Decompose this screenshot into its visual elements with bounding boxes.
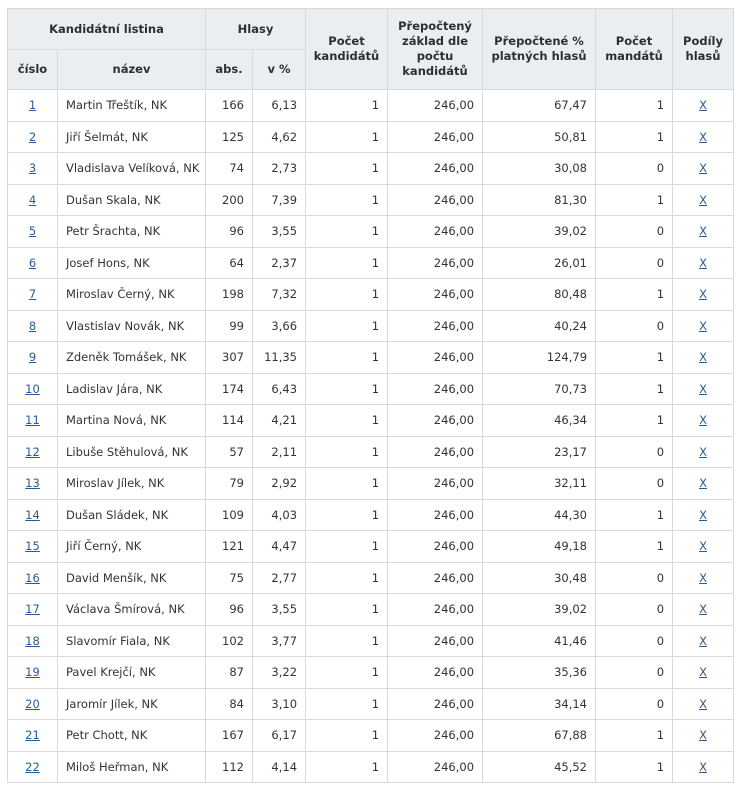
cell-cislo	[8, 720, 58, 752]
recalc-pct: 35,36	[483, 657, 596, 689]
party-name: Jiří Černý, NK	[58, 531, 206, 563]
party-name: Dušan Skala, NK	[58, 184, 206, 216]
cell-podily	[673, 90, 734, 122]
recalc-base: 246,00	[388, 121, 483, 153]
party-number-link[interactable]: 5	[28, 224, 37, 239]
mandate-count: 1	[596, 531, 673, 563]
table-row	[8, 531, 734, 563]
mandate-count: 0	[596, 468, 673, 500]
candidate-count: 1	[306, 373, 388, 405]
votes-abs: 64	[206, 247, 253, 279]
mandate-count: 0	[596, 688, 673, 720]
party-name: David Menšík, NK	[58, 562, 206, 594]
recalc-base: 246,00	[388, 310, 483, 342]
party-number-link[interactable]: 12	[25, 444, 40, 459]
vote-shares-link[interactable]: X	[699, 224, 707, 239]
mandate-count: 0	[596, 310, 673, 342]
votes-pct: 3,77	[253, 625, 306, 657]
cell-podily	[673, 720, 734, 752]
mandate-count: 0	[596, 625, 673, 657]
cell-podily	[673, 531, 734, 563]
party-name: Jaromír Jílek, NK	[58, 688, 206, 720]
party-name: Vlastislav Novák, NK	[58, 310, 206, 342]
recalc-base: 246,00	[388, 342, 483, 374]
vote-shares-link[interactable]: X	[699, 255, 707, 270]
votes-pct: 3,22	[253, 657, 306, 689]
candidate-count: 1	[306, 436, 388, 468]
mandate-count: 0	[596, 247, 673, 279]
votes-abs: 307	[206, 342, 253, 374]
votes-pct: 6,17	[253, 720, 306, 752]
votes-abs: 198	[206, 279, 253, 311]
party-name: Pavel Krejčí, NK	[58, 657, 206, 689]
votes-pct: 11,35	[253, 342, 306, 374]
recalc-pct: 30,48	[483, 562, 596, 594]
recalc-pct: 40,24	[483, 310, 596, 342]
cell-podily	[673, 625, 734, 657]
cell-podily	[673, 247, 734, 279]
votes-pct: 4,03	[253, 499, 306, 531]
recalc-base: 246,00	[388, 90, 483, 122]
mandate-count: 1	[596, 184, 673, 216]
votes-abs: 102	[206, 625, 253, 657]
cell-cislo	[8, 184, 58, 216]
recalc-base: 246,00	[388, 468, 483, 500]
party-name: Petr Šrachta, NK	[58, 216, 206, 248]
recalc-pct: 23,17	[483, 436, 596, 468]
table-row	[8, 751, 734, 783]
votes-abs: 200	[206, 184, 253, 216]
mandate-count: 1	[596, 342, 673, 374]
cell-cislo	[8, 279, 58, 311]
recalc-base: 246,00	[388, 688, 483, 720]
vote-shares-link[interactable]: X	[699, 350, 707, 365]
header-prepoctene-procento: Přepočtené % platných hlasů	[483, 9, 596, 90]
recalc-base: 246,00	[388, 531, 483, 563]
party-name: Libuše Stěhulová, NK	[58, 436, 206, 468]
mandate-count: 0	[596, 594, 673, 626]
party-number-link[interactable]: 20	[25, 696, 40, 711]
votes-abs: 112	[206, 751, 253, 783]
votes-abs: 74	[206, 153, 253, 185]
mandate-count: 1	[596, 90, 673, 122]
votes-abs: 109	[206, 499, 253, 531]
votes-pct: 4,21	[253, 405, 306, 437]
votes-pct: 3,55	[253, 594, 306, 626]
recalc-pct: 49,18	[483, 531, 596, 563]
recalc-base: 246,00	[388, 594, 483, 626]
vote-shares-link[interactable]: X	[699, 444, 707, 459]
recalc-base: 246,00	[388, 499, 483, 531]
table-body	[8, 90, 734, 783]
vote-shares-link[interactable]: X	[699, 318, 707, 333]
recalc-base: 246,00	[388, 216, 483, 248]
table-row	[8, 720, 734, 752]
table-row	[8, 625, 734, 657]
party-number-link[interactable]: 13	[25, 476, 40, 491]
recalc-pct: 81,30	[483, 184, 596, 216]
cell-cislo	[8, 531, 58, 563]
mandate-count: 1	[596, 405, 673, 437]
votes-abs: 166	[206, 90, 253, 122]
votes-abs: 96	[206, 594, 253, 626]
party-number-link[interactable]: 16	[25, 570, 40, 585]
cell-podily	[673, 310, 734, 342]
vote-shares-link[interactable]: X	[699, 602, 707, 617]
cell-podily	[673, 405, 734, 437]
candidate-count: 1	[306, 342, 388, 374]
candidate-count: 1	[306, 310, 388, 342]
mandate-count: 0	[596, 153, 673, 185]
votes-abs: 57	[206, 436, 253, 468]
cell-cislo	[8, 499, 58, 531]
votes-abs: 125	[206, 121, 253, 153]
vote-shares-link[interactable]: X	[699, 192, 707, 207]
table-row	[8, 405, 734, 437]
votes-pct: 2,37	[253, 247, 306, 279]
votes-abs: 121	[206, 531, 253, 563]
candidate-count: 1	[306, 625, 388, 657]
candidate-count: 1	[306, 247, 388, 279]
table-row	[8, 562, 734, 594]
votes-pct: 3,10	[253, 688, 306, 720]
candidate-count: 1	[306, 279, 388, 311]
table-row	[8, 373, 734, 405]
candidate-count: 1	[306, 688, 388, 720]
mandate-count: 1	[596, 373, 673, 405]
table-row	[8, 468, 734, 500]
cell-podily	[673, 657, 734, 689]
recalc-base: 246,00	[388, 657, 483, 689]
party-number-link[interactable]: 10	[25, 381, 40, 396]
recalc-pct: 67,47	[483, 90, 596, 122]
cell-cislo	[8, 153, 58, 185]
candidate-count: 1	[306, 499, 388, 531]
cell-cislo	[8, 562, 58, 594]
candidate-count: 1	[306, 531, 388, 563]
votes-abs: 84	[206, 688, 253, 720]
table-row	[8, 121, 734, 153]
mandate-count: 0	[596, 562, 673, 594]
votes-pct: 4,62	[253, 121, 306, 153]
party-number-link[interactable]: 15	[25, 539, 40, 554]
cell-cislo	[8, 90, 58, 122]
party-number-link[interactable]: 19	[25, 665, 40, 680]
header-v-procentech: v %	[253, 50, 306, 90]
cell-cislo	[8, 121, 58, 153]
party-number-link[interactable]: 1	[28, 98, 37, 113]
cell-podily	[673, 688, 734, 720]
votes-pct: 2,73	[253, 153, 306, 185]
cell-cislo	[8, 405, 58, 437]
recalc-base: 246,00	[388, 153, 483, 185]
votes-abs: 167	[206, 720, 253, 752]
recalc-base: 246,00	[388, 720, 483, 752]
vote-shares-link[interactable]: X	[699, 507, 707, 522]
vote-shares-link[interactable]: X	[699, 570, 707, 585]
party-number-link[interactable]: 2	[28, 129, 37, 144]
cell-cislo	[8, 216, 58, 248]
votes-pct: 2,92	[253, 468, 306, 500]
party-name: Miroslav Černý, NK	[58, 279, 206, 311]
mandate-count: 0	[596, 216, 673, 248]
votes-abs: 87	[206, 657, 253, 689]
candidate-count: 1	[306, 594, 388, 626]
cell-cislo	[8, 594, 58, 626]
party-name: Miloš Heřman, NK	[58, 751, 206, 783]
table-row	[8, 342, 734, 374]
candidate-count: 1	[306, 751, 388, 783]
header-abs: abs.	[206, 50, 253, 90]
table-row	[8, 216, 734, 248]
party-name: Josef Hons, NK	[58, 247, 206, 279]
mandate-count: 1	[596, 121, 673, 153]
recalc-pct: 70,73	[483, 373, 596, 405]
party-number-link[interactable]: 11	[25, 413, 40, 428]
recalc-base: 246,00	[388, 405, 483, 437]
table-row	[8, 594, 734, 626]
recalc-pct: 30,08	[483, 153, 596, 185]
header-podily-hlasu: Podíly hlasů	[673, 9, 734, 90]
party-number-link[interactable]: 6	[28, 255, 37, 270]
vote-shares-link[interactable]: X	[699, 161, 707, 176]
mandate-count: 1	[596, 499, 673, 531]
vote-shares-link[interactable]: X	[699, 381, 707, 396]
party-number-link[interactable]: 4	[28, 192, 37, 207]
cell-cislo	[8, 625, 58, 657]
votes-pct: 2,11	[253, 436, 306, 468]
votes-pct: 3,66	[253, 310, 306, 342]
table-row	[8, 247, 734, 279]
recalc-pct: 32,11	[483, 468, 596, 500]
candidate-count: 1	[306, 468, 388, 500]
header-nazev: název	[58, 50, 206, 90]
cell-cislo	[8, 247, 58, 279]
recalc-pct: 46,34	[483, 405, 596, 437]
candidate-count: 1	[306, 216, 388, 248]
votes-abs: 75	[206, 562, 253, 594]
candidate-count: 1	[306, 184, 388, 216]
votes-pct: 4,14	[253, 751, 306, 783]
party-name: Miroslav Jílek, NK	[58, 468, 206, 500]
party-number-link[interactable]: 9	[28, 350, 37, 365]
header-kandidatni-listina: Kandidátní listina	[8, 9, 206, 50]
party-name: Petr Chott, NK	[58, 720, 206, 752]
header-prepocteny-zaklad: Přepočtený základ dle počtu kandidátů	[388, 9, 483, 90]
cell-podily	[673, 342, 734, 374]
table-row	[8, 310, 734, 342]
vote-shares-link[interactable]: X	[699, 98, 707, 113]
header-pocet-kandidatu: Počet kandidátů	[306, 9, 388, 90]
recalc-pct: 67,88	[483, 720, 596, 752]
vote-shares-link[interactable]: X	[699, 476, 707, 491]
cell-cislo	[8, 751, 58, 783]
party-name: Slavomír Fiala, NK	[58, 625, 206, 657]
vote-shares-link[interactable]: X	[699, 287, 707, 302]
recalc-base: 246,00	[388, 436, 483, 468]
table-row	[8, 279, 734, 311]
party-number-link[interactable]: 18	[25, 633, 40, 648]
mandate-count: 0	[596, 436, 673, 468]
votes-abs: 114	[206, 405, 253, 437]
cell-podily	[673, 373, 734, 405]
mandate-count: 0	[596, 657, 673, 689]
table-row	[8, 153, 734, 185]
table-row	[8, 499, 734, 531]
header-pocet-mandatu: Počet mandátů	[596, 9, 673, 90]
recalc-pct: 26,01	[483, 247, 596, 279]
party-number-link[interactable]: 14	[25, 507, 40, 522]
party-number-link[interactable]: 3	[28, 161, 37, 176]
cell-podily	[673, 184, 734, 216]
votes-abs: 96	[206, 216, 253, 248]
recalc-pct: 39,02	[483, 594, 596, 626]
vote-shares-link[interactable]: X	[699, 413, 707, 428]
cell-cislo	[8, 373, 58, 405]
votes-abs: 79	[206, 468, 253, 500]
cell-podily	[673, 468, 734, 500]
results-table	[7, 8, 734, 783]
cell-podily	[673, 279, 734, 311]
recalc-base: 246,00	[388, 751, 483, 783]
cell-podily	[673, 594, 734, 626]
votes-abs: 174	[206, 373, 253, 405]
cell-podily	[673, 216, 734, 248]
recalc-base: 246,00	[388, 625, 483, 657]
recalc-base: 246,00	[388, 279, 483, 311]
recalc-pct: 39,02	[483, 216, 596, 248]
cell-podily	[673, 436, 734, 468]
table-row	[8, 436, 734, 468]
party-name: Martina Nová, NK	[58, 405, 206, 437]
vote-shares-link[interactable]: X	[699, 728, 707, 743]
recalc-base: 246,00	[388, 247, 483, 279]
votes-pct: 6,43	[253, 373, 306, 405]
vote-shares-link[interactable]: X	[699, 539, 707, 554]
mandate-count: 1	[596, 720, 673, 752]
cell-podily	[673, 499, 734, 531]
recalc-pct: 80,48	[483, 279, 596, 311]
cell-podily	[673, 121, 734, 153]
votes-pct: 4,47	[253, 531, 306, 563]
candidate-count: 1	[306, 405, 388, 437]
recalc-pct: 34,14	[483, 688, 596, 720]
votes-pct: 6,13	[253, 90, 306, 122]
vote-shares-link[interactable]: X	[699, 696, 707, 711]
party-name: Dušan Sládek, NK	[58, 499, 206, 531]
candidate-count: 1	[306, 121, 388, 153]
party-name: Zdeněk Tomášek, NK	[58, 342, 206, 374]
cell-cislo	[8, 468, 58, 500]
party-number-link[interactable]: 22	[25, 759, 40, 774]
candidate-count: 1	[306, 720, 388, 752]
party-number-link[interactable]: 21	[25, 728, 40, 743]
cell-cislo	[8, 688, 58, 720]
party-name: Martin Třeštík, NK	[58, 90, 206, 122]
cell-cislo	[8, 657, 58, 689]
table-row	[8, 688, 734, 720]
header-cislo: číslo	[8, 50, 58, 90]
recalc-pct: 41,46	[483, 625, 596, 657]
recalc-pct: 50,81	[483, 121, 596, 153]
cell-podily	[673, 153, 734, 185]
table-row	[8, 90, 734, 122]
cell-cislo	[8, 342, 58, 374]
votes-pct: 7,32	[253, 279, 306, 311]
party-name: Jiří Šelmát, NK	[58, 121, 206, 153]
mandate-count: 1	[596, 279, 673, 311]
votes-pct: 3,55	[253, 216, 306, 248]
candidate-count: 1	[306, 90, 388, 122]
votes-pct: 7,39	[253, 184, 306, 216]
recalc-pct: 124,79	[483, 342, 596, 374]
table-row	[8, 657, 734, 689]
cell-cislo	[8, 310, 58, 342]
recalc-pct: 45,52	[483, 751, 596, 783]
votes-abs: 99	[206, 310, 253, 342]
candidate-count: 1	[306, 153, 388, 185]
party-name: Václava Šmírová, NK	[58, 594, 206, 626]
candidate-count: 1	[306, 562, 388, 594]
cell-podily	[673, 751, 734, 783]
cell-cislo	[8, 436, 58, 468]
party-name: Vladislava Velíková, NK	[58, 153, 206, 185]
table-row	[8, 184, 734, 216]
party-name: Ladislav Jára, NK	[58, 373, 206, 405]
recalc-base: 246,00	[388, 562, 483, 594]
vote-shares-link[interactable]: X	[699, 665, 707, 680]
candidate-count: 1	[306, 657, 388, 689]
cell-podily	[673, 562, 734, 594]
party-number-link[interactable]: 17	[25, 602, 40, 617]
vote-shares-link[interactable]: X	[699, 129, 707, 144]
mandate-count: 1	[596, 751, 673, 783]
vote-shares-link[interactable]: X	[699, 633, 707, 648]
recalc-base: 246,00	[388, 373, 483, 405]
recalc-base: 246,00	[388, 184, 483, 216]
party-number-link[interactable]: 7	[28, 287, 37, 302]
header-hlasy: Hlasy	[206, 9, 306, 50]
party-number-link[interactable]: 8	[28, 318, 37, 333]
votes-pct: 2,77	[253, 562, 306, 594]
vote-shares-link[interactable]: X	[699, 759, 707, 774]
recalc-pct: 44,30	[483, 499, 596, 531]
